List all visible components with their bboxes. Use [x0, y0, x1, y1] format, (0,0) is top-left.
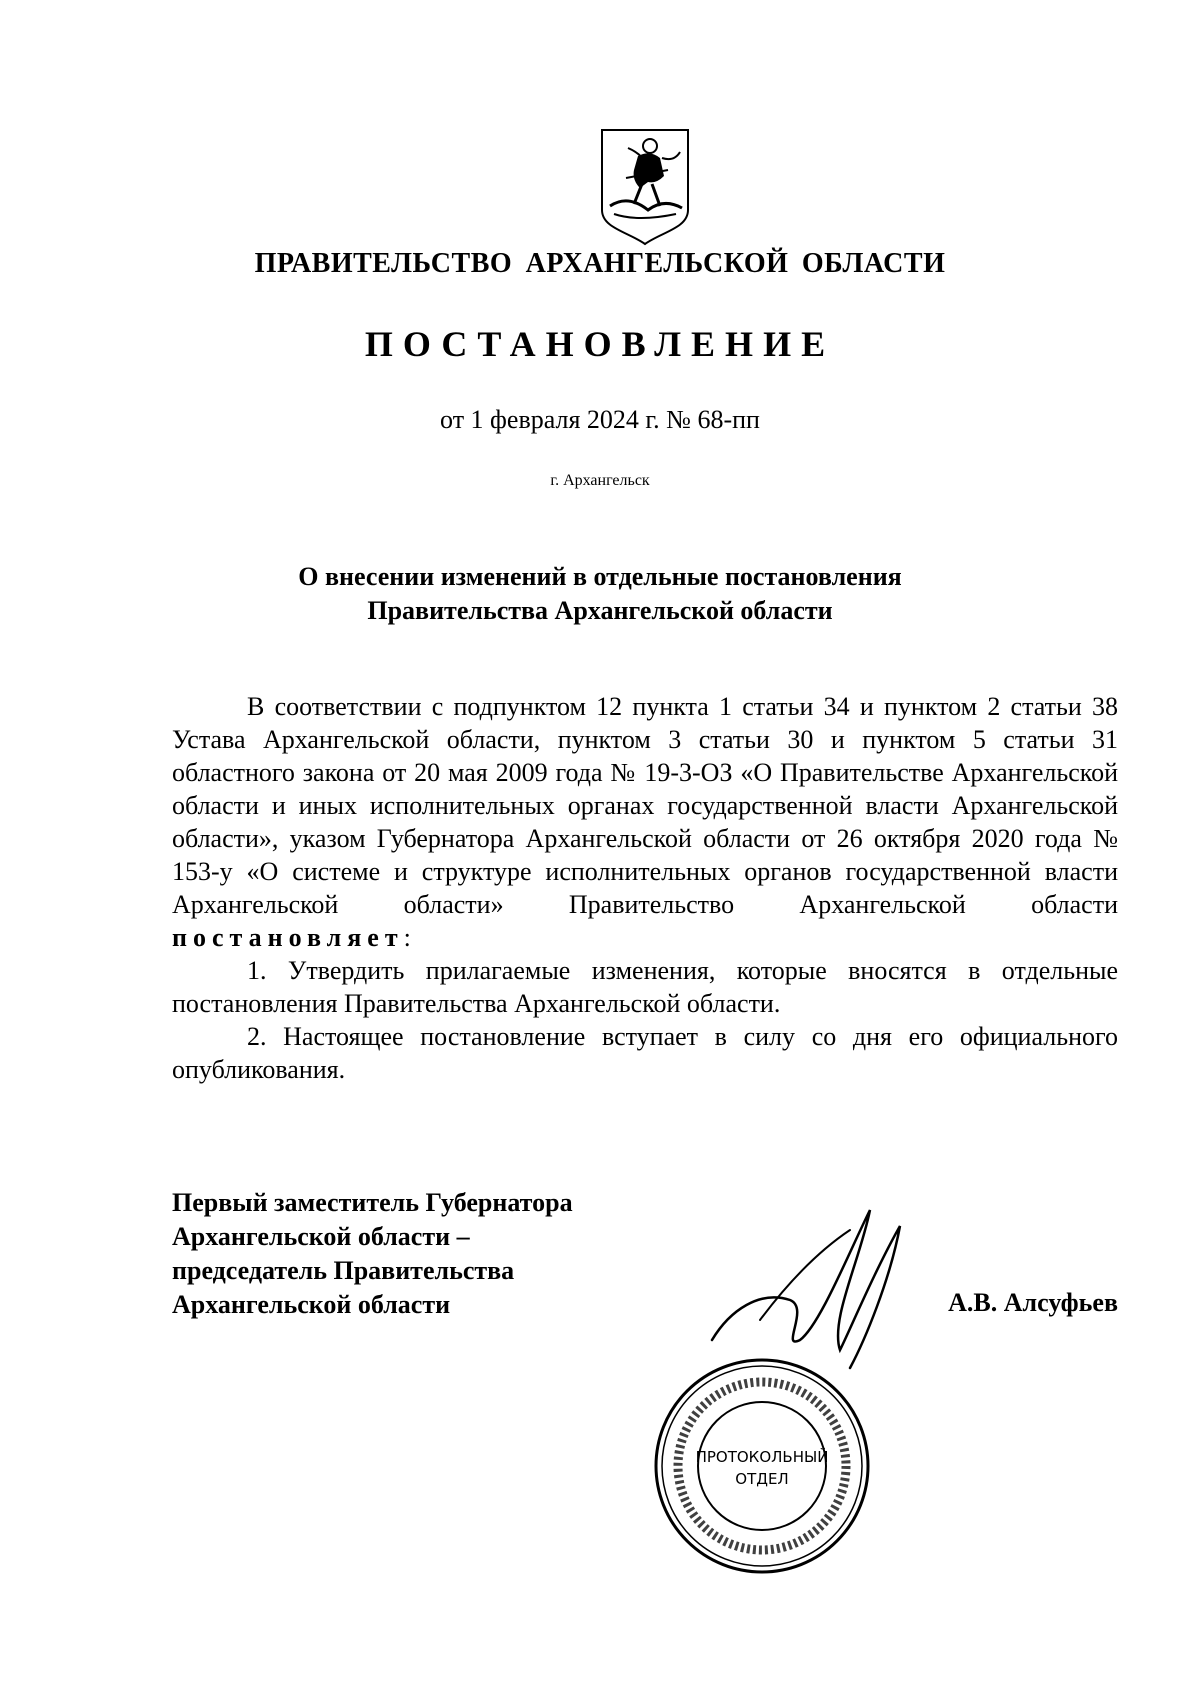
subject-line-2: Правительства Архангельской области — [367, 596, 833, 625]
position-line: Архангельской области – — [172, 1222, 470, 1251]
document-subject — [0, 560, 1200, 628]
preamble-text: В соответствии с подпунктом 12 пункта 1 статьи 34 и пунктом 2 статьи 38 Устава Архангельской области, пунктом 3 статьи 30 и пунктом 5 статьи 31 областного закона от 20 мая 2009 года № 19-3-ОЗ «О Правительстве Архангельской области и иных исполнительных органах государственной власти Архангельской области», указом Губернатора Архангельской области от 26 октября 2020 года № 153-у «О системе и структуре исполнительных органов государственной власти Архангельской области» Правительство Архангельской области — [172, 692, 1118, 919]
signatory-name: А.В. Алсуфьев — [948, 1288, 1118, 1317]
document-body — [172, 690, 1118, 1086]
decides-word: постановляет — [172, 923, 404, 952]
document-city: г. Архангельск — [550, 472, 650, 489]
preamble-paragraph — [172, 690, 1118, 954]
stamp-text: ПРОТОКОЛЬНЫЙ — [695, 1448, 829, 1466]
position-line: председатель Правительства — [172, 1256, 515, 1285]
subject-line-1: О внесении изменений в отдельные постановления — [298, 562, 902, 591]
coat-of-arms-icon — [598, 128, 692, 246]
position-line: Архангельской области — [172, 1290, 451, 1319]
stamp-text-2: ОТДЕЛ — [735, 1470, 789, 1488]
document-type: ПОСТАНОВЛЕНИЕ — [364, 324, 836, 364]
item-1-paragraph: 1. Утвердить прилагаемые изменения, которые вносятся в отдельные постановления Правительства Архангельской области. — [172, 956, 1118, 1018]
decides-punct: : — [403, 923, 411, 952]
position-line: Первый заместитель Губернатора — [172, 1188, 573, 1217]
stamp-seal-icon — [648, 1352, 876, 1580]
document-date-number: от 1 февраля 2024 г. № 68-пп — [440, 405, 760, 434]
organization-name: ПРАВИТЕЛЬСТВО АРХАНГЕЛЬСКОЙ ОБЛАСТИ — [254, 248, 946, 279]
signatory-position — [172, 1186, 692, 1322]
item-2-paragraph: 2. Настоящее постановление вступает в силу со дня его официального опубликования. — [172, 1022, 1118, 1084]
